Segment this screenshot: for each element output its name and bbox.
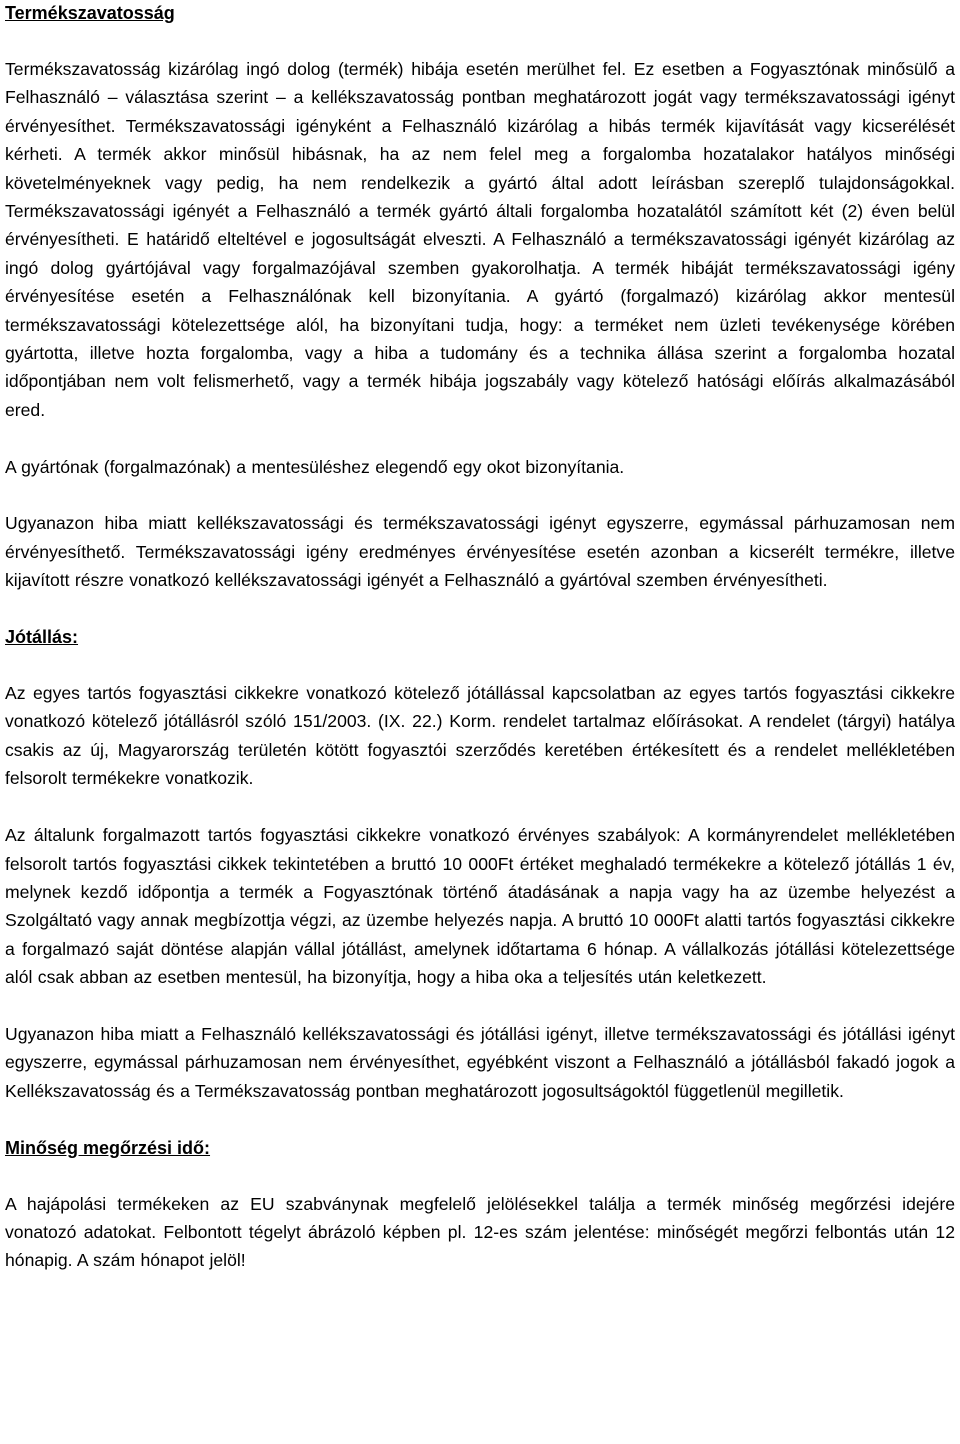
paragraph-jotallas-3: Ugyanazon hiba miatt a Felhasználó kellékszavatossági és jótállási igényt, illetve termékszavatossági és jótállási igényt egyszerre, egymással párhuzamosan nem érvényesíthet, egyébként viszont a Felhasználó a jótállásból fakadó jogok a Kellékszavatosság és a Termékszavatosság pontban meghatározott jogosultságoktól függetlenül megilletik.: [5, 1023, 955, 1101]
paragraph-termekszavatossag-3: Ugyanazon hiba miatt kellékszavatossági és termékszavatossági igényt egyszerre, egymással párhuzamosan nem érvényesíthető. Termékszavatossági igény eredményes érvényesítése esetén azonban a kicserélt termékre, illetve kijavított részre vonatkozó kellékszavatossági igényét a Felhasználó a gyártóval szemben érvényesítheti.: [5, 513, 955, 591]
paragraph-termekszavatossag-1: Termékszavatosság kizárólag ingó dolog (termék) hibája esetén merülhet fel. Ez esetben a Fogyasztónak minősülő a Felhasználó – választása szerint – a kellékszavatosság pontban meghatározott jogát vagy termékszavatossági igényt érvényesíthet. Termékszavatossági igényként a Felhasználó kizárólag a hibás termék kijavítását vagy kicserélését kérheti. A termék akkor minősül hibásnak, ha az nem felel meg a forgalomba hozatalakor hatályos minőségi követelményeknek vagy pedig, ha nem rendelkezik a gyártó által adott leírásban szereplő tulajdonságokkal. Termékszavatossági igényét a Felhasználó a termék gyártó általi forgalomba hozatalától számított két (2) éven belül érvényesítheti. E határidő elteltével e jogosultságát elveszti. A Felhasználó a termékszavatossági igényét kizárólag az ingó dolog gyártójával vagy forgalmazójával szemben gyakorolhatja. A termék hibáját termékszavatossági igény érvényesítése esetén a Felhasználónak kell bizonyítania. A gyártó (forgalmazó) kizárólag akkor mentesül termékszavatossági kötelezettsége alól, ha bizonyítani tudja, hogy: a terméket nem üzleti tevékenysége körében gyártotta, illetve hozta forgalomba, vagy a hiba a tudomány és a technika állása szerint a forgalomba hozatal időpontjában nem volt felismerhető, vagy a termék hibája jogszabály vagy kötelező hatósági előírás alkalmazásából ered.: [5, 59, 955, 420]
document-page: [5, 0, 955, 1303]
paragraph-jotallas-2: Az általunk forgalmazott tartós fogyasztási cikkekre vonatkozó érvényes szabályok: A kormányrendelet mellékletében felsorolt tartós fogyasztási cikkek tekintetében a bruttó 10 000Ft értéket meghaladó termékekre a kötelező jótállás 1 év, melynek kezdő időpontja a termék a Fogyasztónak történő átadásának a napja vagy ha az üzembe helyezést a Szolgáltató vagy annak megbízottja végzi, az üzembe helyezés napja. A bruttó 10 000Ft alatti tartós fogyasztási cikkekre a forgalmazó saját döntése alapján vállal jótállást, amelynek időtartama 6 hónap. A vállalkozás jótállási kötelezettsége alól csak abban az esetben mentesül, ha bizonyítja, hogy a hiba oka a teljesítés után keletkezett.: [5, 825, 955, 988]
paragraph-jotallas-1: Az egyes tartós fogyasztási cikkekre vonatkozó kötelező jótállással kapcsolatban az egyes tartós fogyasztási cikkekre vonatkozó kötelező jótállásról szóló 151/2003. (IX. 22.) Korm. rendelet tartalmaz előírásokat. A rendelet (tárgyi) hatálya csakis az új, Magyarország területén kötött fogyasztói szerződés keretében értékesített és a rendelet mellékletében felsorolt termékekre vonatkozik.: [5, 683, 955, 789]
paragraph-termekszavatossag-2: A gyártónak (forgalmazónak) a mentesüléshez elegendő egy okot bizonyítania.: [5, 456, 625, 477]
section-title-jotallas: Jótállás:: [5, 627, 79, 648]
paragraph-minoseg-1: A hajápolási termékeken az EU szabványnak megfelelő jelölésekkel találja a termék minőség megőrzési idejére vonatozó adatokat. Felbontott tégelyt ábrázoló képben pl. 12-es szám jelentése: minőségét megőrzi felbontás után 12 hónapig. A szám hónapot jelöl!: [5, 1193, 955, 1271]
section-title-minoseg: Minőség megőrzési idő:: [5, 1137, 211, 1158]
section-title-termekszavatossag: Termékszavatosság: [5, 3, 175, 23]
